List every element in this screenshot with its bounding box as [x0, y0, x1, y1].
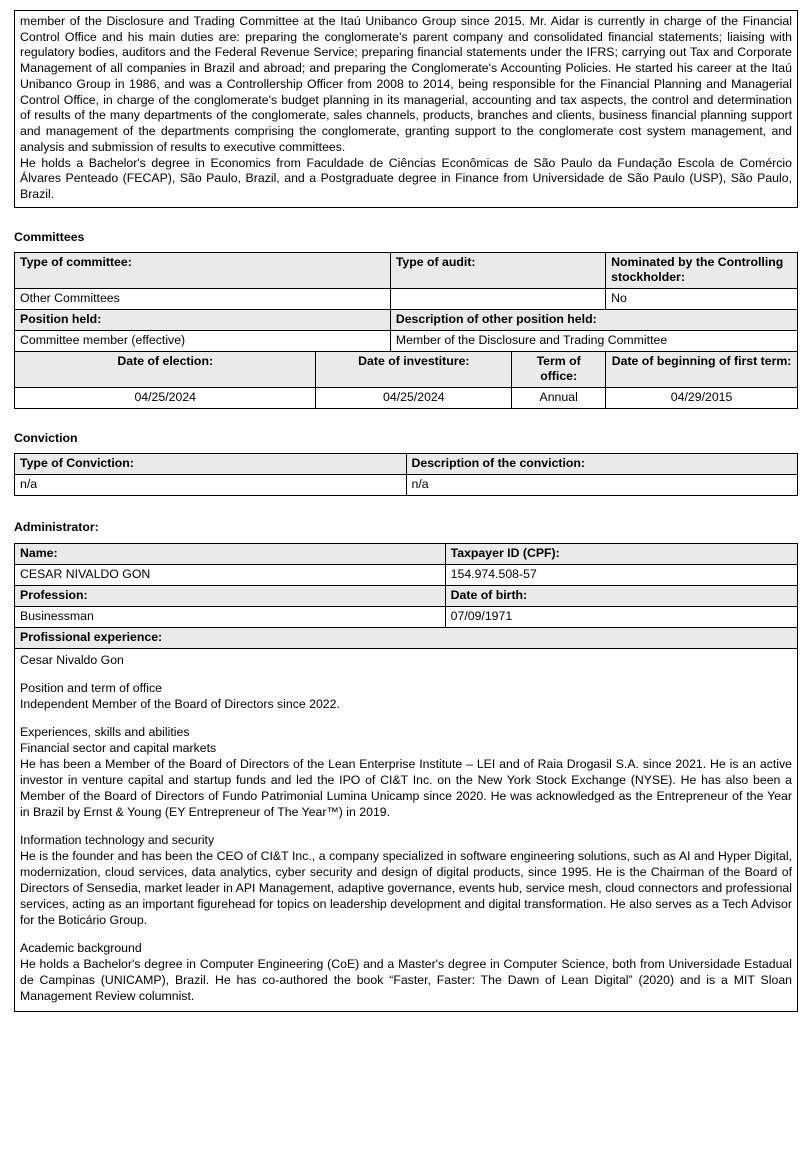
conviction-label-type: Type of Conviction:	[15, 453, 407, 474]
bio-heading-position: Position and term of office	[20, 680, 162, 695]
committees-label-term-of-office: Term of office:	[512, 351, 606, 387]
table-row	[15, 543, 798, 564]
table-row	[15, 627, 798, 648]
committees-heading: Committees	[14, 229, 85, 244]
committees-label-type-of-committee: Type of committee:	[15, 252, 391, 288]
bio-financial-text: He has been a Member of the Board of Directors of the Lean Enterprise Institute – LEI and of Raia Drogasil S.A. since 2021. He is an active investor in venture capital and startup funds and led the IPO of CI&T Inc. on the New York Stock Exchange (NYSE). He has also been a Member of the Board of Directors of Fundo Patrimonial Lumina Unicamp since 2020. He was acknowledged as the Entrepreneur of the Year in Brazil by Ernst & Young (EY Entrepreneur of The Year™) in 2019.	[20, 756, 792, 819]
table-row	[15, 330, 798, 351]
conviction-value-type: n/a	[15, 474, 407, 495]
intro-text-block	[14, 10, 798, 208]
intro-paragraph-1: member of the Disclosure and Trading Committee at the Itaú Unibanco Group since 2015. Mr. Aidar is currently in charge of the Financial Control Office and his main duties are: preparing the conglomerate's parent company and consolidated financial statements; liaising with regulatory bodies, auditors and the Federal Revenue Service; preparing financial statements under the IFRS; carrying out Tax and Corporate Management of all companies in Brazil and abroad; and preparing the Conglomerate's Accounting Policies. He started his career at the Itaú Unibanco Group in 1986, and was a Controllership Officer from 2008 to 2014, being responsible for the Financial Planning and Managerial Control Office, in charge of the conglomerate's budget planning in its managerial, accounting and tax aspects, the control and determination of results of the many departments of the conglomerate, sales channels, products, branches and clients, business financial planning support and management of the departments comprising the conglomerate, granting support to the conglomerate cost system management, and analysis and submission of results to executive committees.	[20, 14, 792, 154]
bio-heading-financial: Financial sector and capital markets	[20, 740, 217, 755]
conviction-heading: Conviction	[14, 430, 78, 445]
bio-it-text: He is the founder and has been the CEO of CI&T Inc., a company specialized in software engineering solutions, such as AI and Hyper Digital, modernization, cloud services, data analytics, cyber security and design of digital products, since 1995. He is the Chairman of the Board of Directors of Sensedia, market leader in API Management, adaptive governance, events hub, service mesh, cloud connectors and professional services, acting as an important figurehead for topics on leadership development and digital transformation. He also serves as a Tech Advisor for the Boticário Group.	[20, 848, 792, 927]
table-row	[15, 288, 798, 309]
table-row	[15, 564, 798, 585]
table-row	[15, 387, 798, 408]
bio-name: Cesar Nivaldo Gon	[20, 652, 124, 667]
bio-heading-experiences: Experiences, skills and abilities	[20, 724, 190, 739]
committees-label-date-of-investiture: Date of investiture:	[316, 351, 512, 387]
table-row	[15, 351, 798, 387]
administrator-bio	[15, 648, 798, 1011]
committees-value-type-of-committee: Other Committees	[15, 288, 391, 309]
conviction-table	[14, 453, 798, 496]
table-row	[15, 309, 798, 330]
committees-value-date-beginning-first-term: 04/29/2015	[606, 387, 798, 408]
table-row	[15, 648, 798, 1011]
administrator-table	[14, 543, 798, 1012]
administrator-value-name: CESAR NIVALDO GON	[15, 564, 446, 585]
committees-value-term-of-office: Annual	[512, 387, 606, 408]
bio-heading-academic: Academic background	[20, 940, 142, 955]
committees-value-description-other-position: Member of the Disclosure and Trading Committee	[390, 330, 797, 351]
table-row	[15, 453, 798, 474]
committees-label-type-of-audit: Type of audit:	[390, 252, 605, 288]
table-row	[15, 252, 798, 288]
administrator-label-profession: Profession:	[15, 585, 446, 606]
bio-heading-it: Information technology and security	[20, 832, 215, 847]
administrator-heading: Administrator:	[14, 519, 99, 534]
committees-value-position-held: Committee member (effective)	[15, 330, 391, 351]
conviction-label-description: Description of the conviction:	[406, 453, 798, 474]
table-row	[15, 606, 798, 627]
committees-value-date-of-investiture: 04/25/2024	[316, 387, 512, 408]
committees-label-nominated-by: Nominated by the Controlling stockholder:	[606, 252, 798, 288]
bio-spacer	[20, 821, 792, 833]
committees-value-nominated-by: No	[606, 288, 798, 309]
committees-value-type-of-audit	[390, 288, 605, 309]
committees-label-description-other-position: Description of other position held:	[390, 309, 797, 330]
administrator-label-date-of-birth: Date of birth:	[445, 585, 797, 606]
committees-value-date-of-election: 04/25/2024	[15, 387, 316, 408]
intro-paragraph-2: He holds a Bachelor's degree in Economics from Faculdade de Ciências Econômicas de São Paulo da Fundação Escola de Comércio Álvares Penteado (FECAP), São Paulo, Brazil, and a Postgraduate degree in Finance from Universidade de São Paulo (USP), São Paulo, Brazil.	[20, 155, 792, 202]
administrator-value-profession: Businessman	[15, 606, 446, 627]
table-row	[15, 585, 798, 606]
table-row	[15, 474, 798, 495]
administrator-label-name: Name:	[15, 543, 446, 564]
committees-table	[14, 252, 798, 409]
committees-label-date-beginning-first-term: Date of beginning of first term:	[606, 351, 798, 387]
administrator-label-professional-experience: Profissional experience:	[15, 627, 798, 648]
bio-spacer	[20, 929, 792, 941]
bio-spacer	[20, 669, 792, 681]
conviction-value-description: n/a	[406, 474, 798, 495]
committees-label-position-held: Position held:	[15, 309, 391, 330]
bio-spacer	[20, 713, 792, 725]
committees-label-date-of-election: Date of election:	[15, 351, 316, 387]
bio-academic-text: He holds a Bachelor's degree in Computer Engineering (CoE) and a Master's degree in Computer Science, both from Universidade Estadual de Campinas (UNICAMP), Brazil. He has co-authored the book “Faster, Faster: The Dawn of Lean Digital” (2020) and is a MIT Sloan Management Review columnist.	[20, 956, 792, 1003]
administrator-value-taxpayer-id: 154.974.508-57	[445, 564, 797, 585]
bio-position-text: Independent Member of the Board of Directors since 2022.	[20, 696, 340, 711]
administrator-label-taxpayer-id: Taxpayer ID (CPF):	[445, 543, 797, 564]
administrator-value-date-of-birth: 07/09/1971	[445, 606, 797, 627]
